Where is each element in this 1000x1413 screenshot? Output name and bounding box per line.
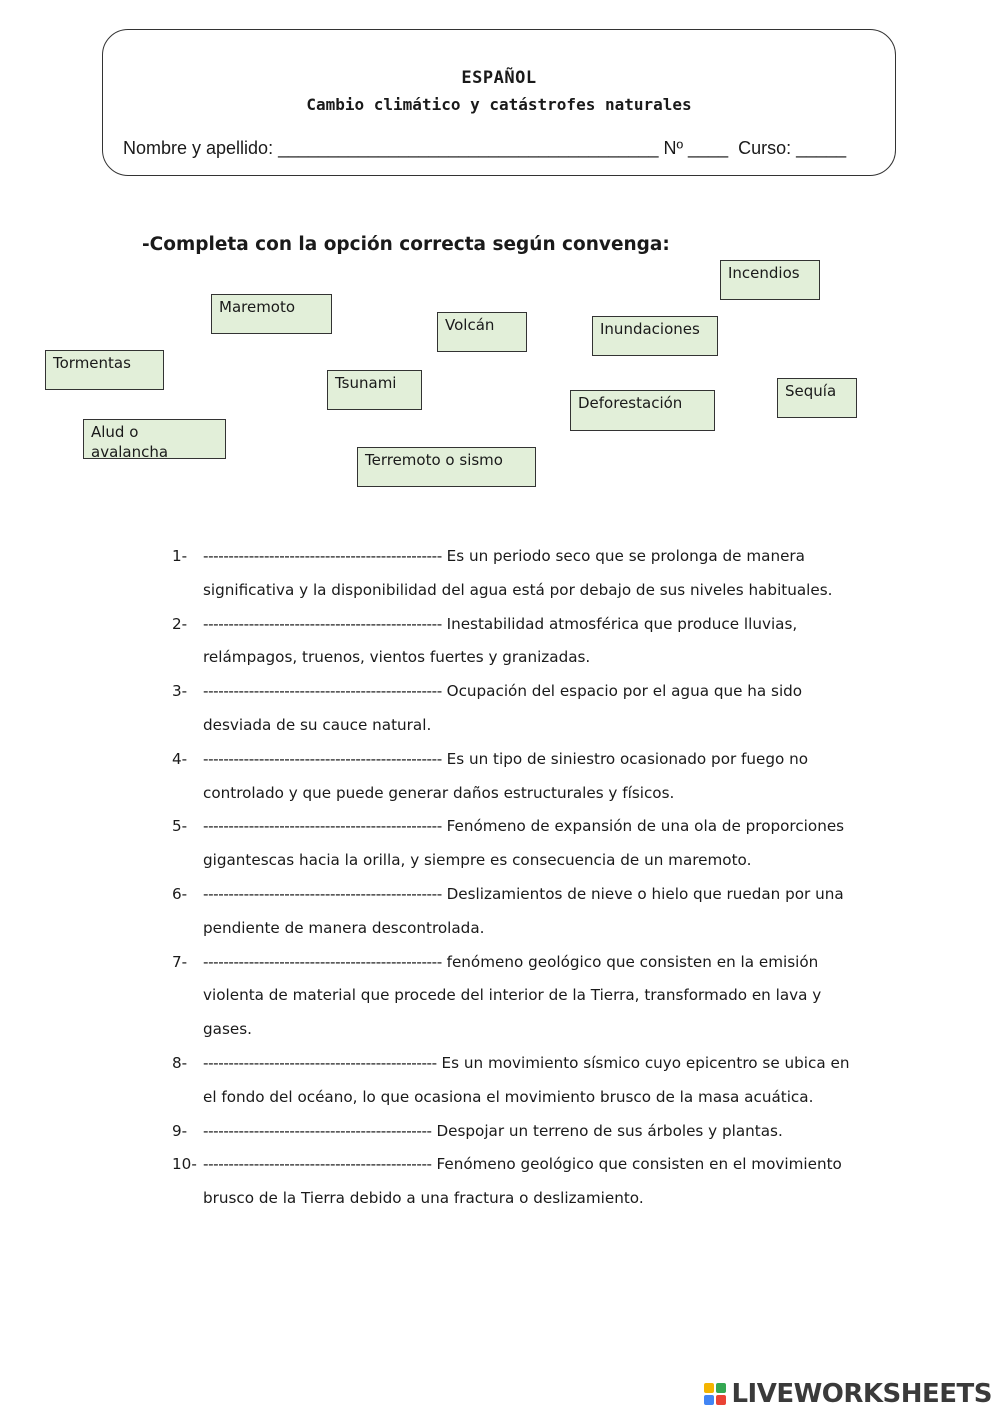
word-tsunami[interactable]: Tsunami: [327, 370, 422, 410]
question-number: 10-: [172, 1155, 197, 1174]
logo-text: LIVEWORKSHEETS: [731, 1379, 992, 1409]
answer-blank[interactable]: -----------------------------------------------: [203, 749, 442, 768]
question-text: Fenómeno geológico que consisten en el movimiento brusco de la Tierra debido a una fractura o deslizamiento.: [203, 1155, 842, 1208]
question-number: 9-: [172, 1121, 188, 1140]
question-text: fenómeno geológico que consisten en la emisión violenta de material que procede del interior de la Tierra, transformado en lava y gases.: [203, 952, 822, 1039]
word-volcan[interactable]: Volcán: [437, 312, 527, 352]
question-number: 2-: [172, 614, 188, 633]
question-number: 5-: [172, 817, 188, 836]
question-item: [172, 1148, 862, 1216]
word-alud[interactable]: Alud o avalancha: [83, 419, 226, 459]
question-item: [172, 946, 862, 1047]
question-text: Inestabilidad atmosférica que produce lluvias, relámpagos, truenos, vientos fuertes y granizadas.: [203, 614, 798, 667]
logo-square-green: [716, 1383, 726, 1393]
question-text: Es un tipo de siniestro ocasionado por fuego no controlado y que puede generar daños estructurales y físicos.: [203, 749, 809, 802]
question-item: [172, 810, 862, 878]
answer-blank[interactable]: -----------------------------------------------: [203, 682, 442, 701]
question-item: [172, 1115, 862, 1149]
question-number: 4-: [172, 749, 188, 768]
question-text: Fenómeno de expansión de una ola de proporciones gigantescas hacia la orilla, y siempre es consecuencia de un maremoto.: [203, 817, 845, 870]
header-box: [102, 29, 896, 176]
word-sequia[interactable]: Sequía: [777, 378, 857, 418]
word-deforestacion[interactable]: Deforestación: [570, 390, 715, 431]
answer-blank[interactable]: ----------------------------------------------: [203, 1053, 437, 1072]
question-item: [172, 540, 862, 608]
word-inundaciones[interactable]: Inundaciones: [592, 316, 718, 356]
logo-grid-icon: [704, 1383, 726, 1405]
logo-square-yellow: [704, 1383, 714, 1393]
question-number: 3-: [172, 682, 188, 701]
question-text: Ocupación del espacio por el agua que ha sido desviada de su cauce natural.: [203, 682, 803, 734]
question-list: [172, 540, 862, 1216]
word-terremoto[interactable]: Terremoto o sismo: [357, 447, 536, 487]
question-number: 7-: [172, 952, 188, 971]
answer-blank[interactable]: -----------------------------------------------: [203, 952, 442, 971]
question-item: [172, 743, 862, 811]
question-item: [172, 1047, 862, 1115]
answer-blank[interactable]: ---------------------------------------------: [203, 1155, 432, 1174]
topic-title: Cambio climático y catástrofes naturales: [306, 95, 692, 114]
question-number: 8-: [172, 1053, 188, 1072]
word-incendios[interactable]: Incendios: [720, 260, 820, 300]
question-text: Es un movimiento sísmico cuyo epicentro se ubica en el fondo del océano, lo que ocasiona el movimiento brusco de la masa acuática.: [203, 1053, 850, 1106]
answer-blank[interactable]: -----------------------------------------------: [203, 547, 442, 565]
word-tormentas[interactable]: Tormentas: [45, 350, 164, 390]
question-item: [172, 608, 862, 676]
logo-square-red: [716, 1395, 726, 1405]
question-text: Deslizamientos de nieve o hielo que ruedan por una pendiente de manera descontrolada.: [203, 884, 844, 937]
subject-title: ESPAÑOL: [461, 68, 537, 88]
liveworksheets-logo: [704, 1379, 992, 1409]
question-text: Es un periodo seco que se prolonga de manera significativa y la disponibilidad del agua está por debajo de sus niveles habituales.: [203, 547, 833, 599]
question-text: Despojar un terreno de sus árboles y plantas.: [431, 1121, 783, 1140]
instruction-text: -Completa con la opción correcta según convenga:: [142, 234, 670, 255]
answer-blank[interactable]: ---------------------------------------------: [203, 1121, 432, 1140]
question-item: [172, 878, 862, 946]
answer-blank[interactable]: -----------------------------------------------: [203, 884, 442, 903]
student-info-line: Nombre y apellido: ______________________________________ Nº ____ Curso: _____: [123, 138, 847, 158]
logo-square-blue: [704, 1395, 714, 1405]
question-number: 6-: [172, 884, 188, 903]
answer-blank[interactable]: -----------------------------------------------: [203, 817, 442, 836]
question-item: [172, 675, 862, 743]
question-number: 1-: [172, 547, 188, 565]
answer-blank[interactable]: -----------------------------------------------: [203, 614, 442, 633]
word-maremoto[interactable]: Maremoto: [211, 294, 332, 334]
